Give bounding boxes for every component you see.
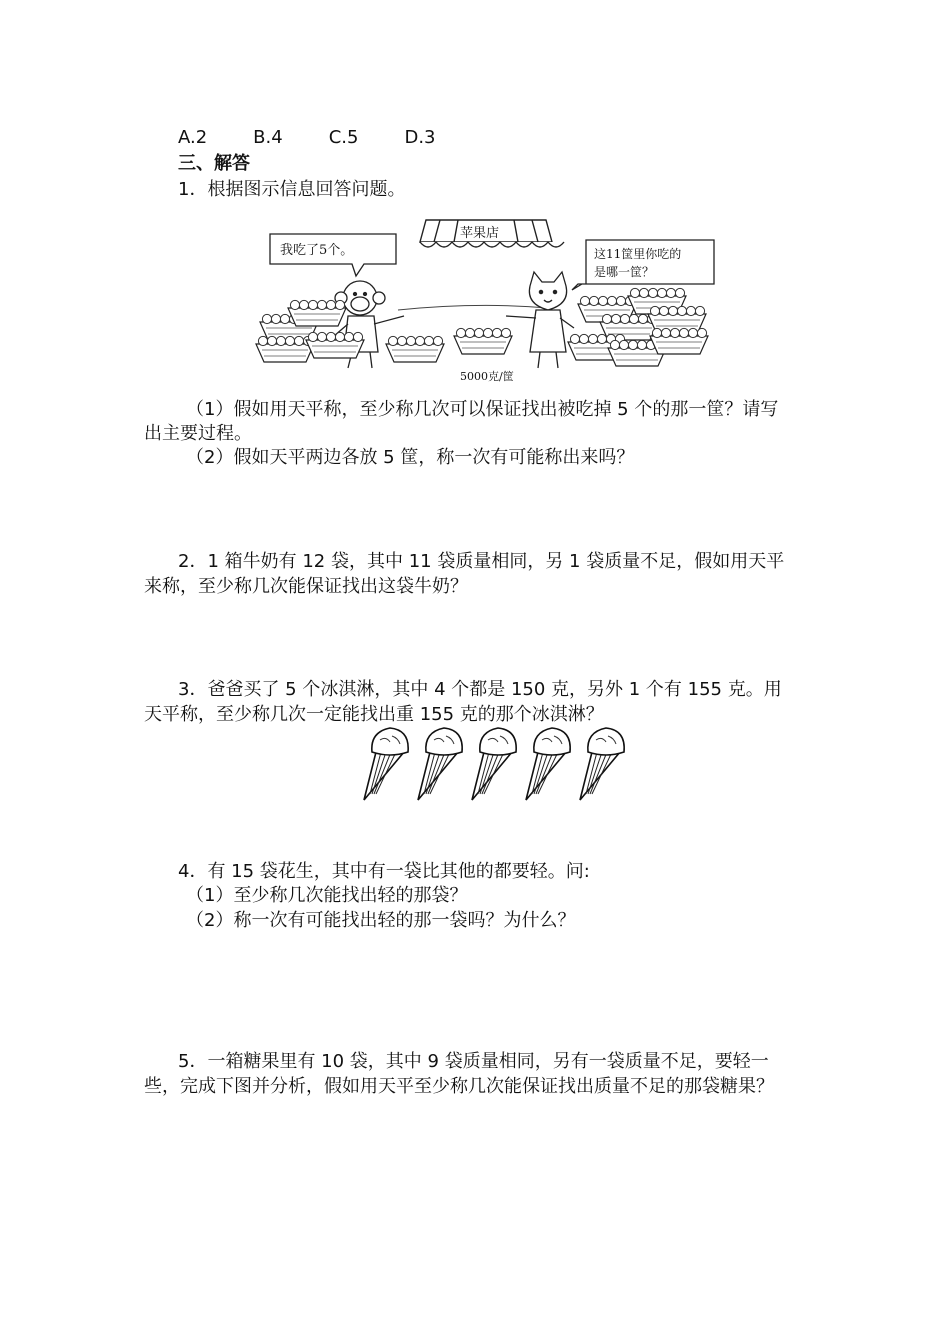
ice-cream-cone — [580, 728, 624, 800]
cat-bubble-text-2: 是哪一筐？ — [594, 265, 655, 279]
cat-bubble-text-1: 这11筐里你吃的 — [594, 247, 682, 261]
q1-stem: 1．根据图示信息回答问题。 — [178, 179, 406, 200]
cat-figure — [506, 272, 574, 368]
q5-line1: 5．一箱糖果里有 10 袋，其中 9 袋质量相同，另有一袋质量不足，要轻一 — [178, 1051, 769, 1072]
q2-line2: 来称，至少称几次能保证找出这袋牛奶？ — [144, 576, 468, 597]
apple-basket — [306, 332, 364, 358]
q1-sub1-line1: （1）假如用天平称，至少称几次可以保证找出被吃掉 5 个的那一筐？请写 — [186, 399, 779, 420]
choice-a: A.2 — [178, 127, 208, 148]
q1-sub1-line2: 出主要过程。 — [144, 423, 252, 444]
basket-weight-label: 5000克/筐 — [460, 370, 514, 383]
q1-sub2: （2）假如天平两边各放 5 筐，称一次有可能称出来吗？ — [186, 447, 635, 468]
shop-sign: 苹果店 — [460, 226, 500, 241]
q2-line1: 2．1 箱牛奶有 12 袋，其中 11 袋质量相同，另 1 袋质量不足，假如用天平 — [178, 551, 785, 572]
ice-cream-cone — [418, 728, 462, 800]
ice-cream-cone — [472, 728, 516, 800]
q3-line1: 3．爸爸买了 5 个冰淇淋，其中 4 个都是 150 克，另外 1 个有 155 克。用 — [178, 679, 782, 700]
q4-sub1: （1）至少称几次能找出轻的那袋？ — [186, 885, 468, 906]
apple-shop-illustration — [248, 212, 718, 384]
apple-basket — [256, 336, 314, 362]
q4-stem: 4．有 15 袋花生，其中有一袋比其他的都要轻。问: — [178, 861, 590, 882]
answer-choices — [178, 126, 482, 150]
ice-cream-row — [352, 722, 652, 806]
q3-line2: 天平称，至少称几次一定能找出重 155 克的那个冰淇淋？ — [144, 704, 604, 725]
apple-basket — [650, 328, 708, 354]
choice-c: C.5 — [328, 127, 359, 148]
choice-d: D.3 — [404, 127, 436, 148]
ice-cream-cone — [364, 728, 408, 800]
monkey-bubble-text: 我吃了5个。 — [280, 243, 354, 258]
ice-cream-cone — [526, 728, 570, 800]
apple-basket — [288, 300, 346, 326]
q4-sub2: （2）称一次有可能找出轻的那一袋吗？为什么？ — [186, 910, 576, 931]
q5-line2: 些，完成下图并分析，假如用天平至少称几次能保证找出质量不足的那袋糖果？ — [144, 1076, 774, 1097]
section-title: 三、解答 — [178, 153, 250, 174]
apple-basket — [454, 328, 512, 354]
choice-b: B.4 — [253, 127, 283, 148]
apple-basket — [386, 336, 444, 362]
